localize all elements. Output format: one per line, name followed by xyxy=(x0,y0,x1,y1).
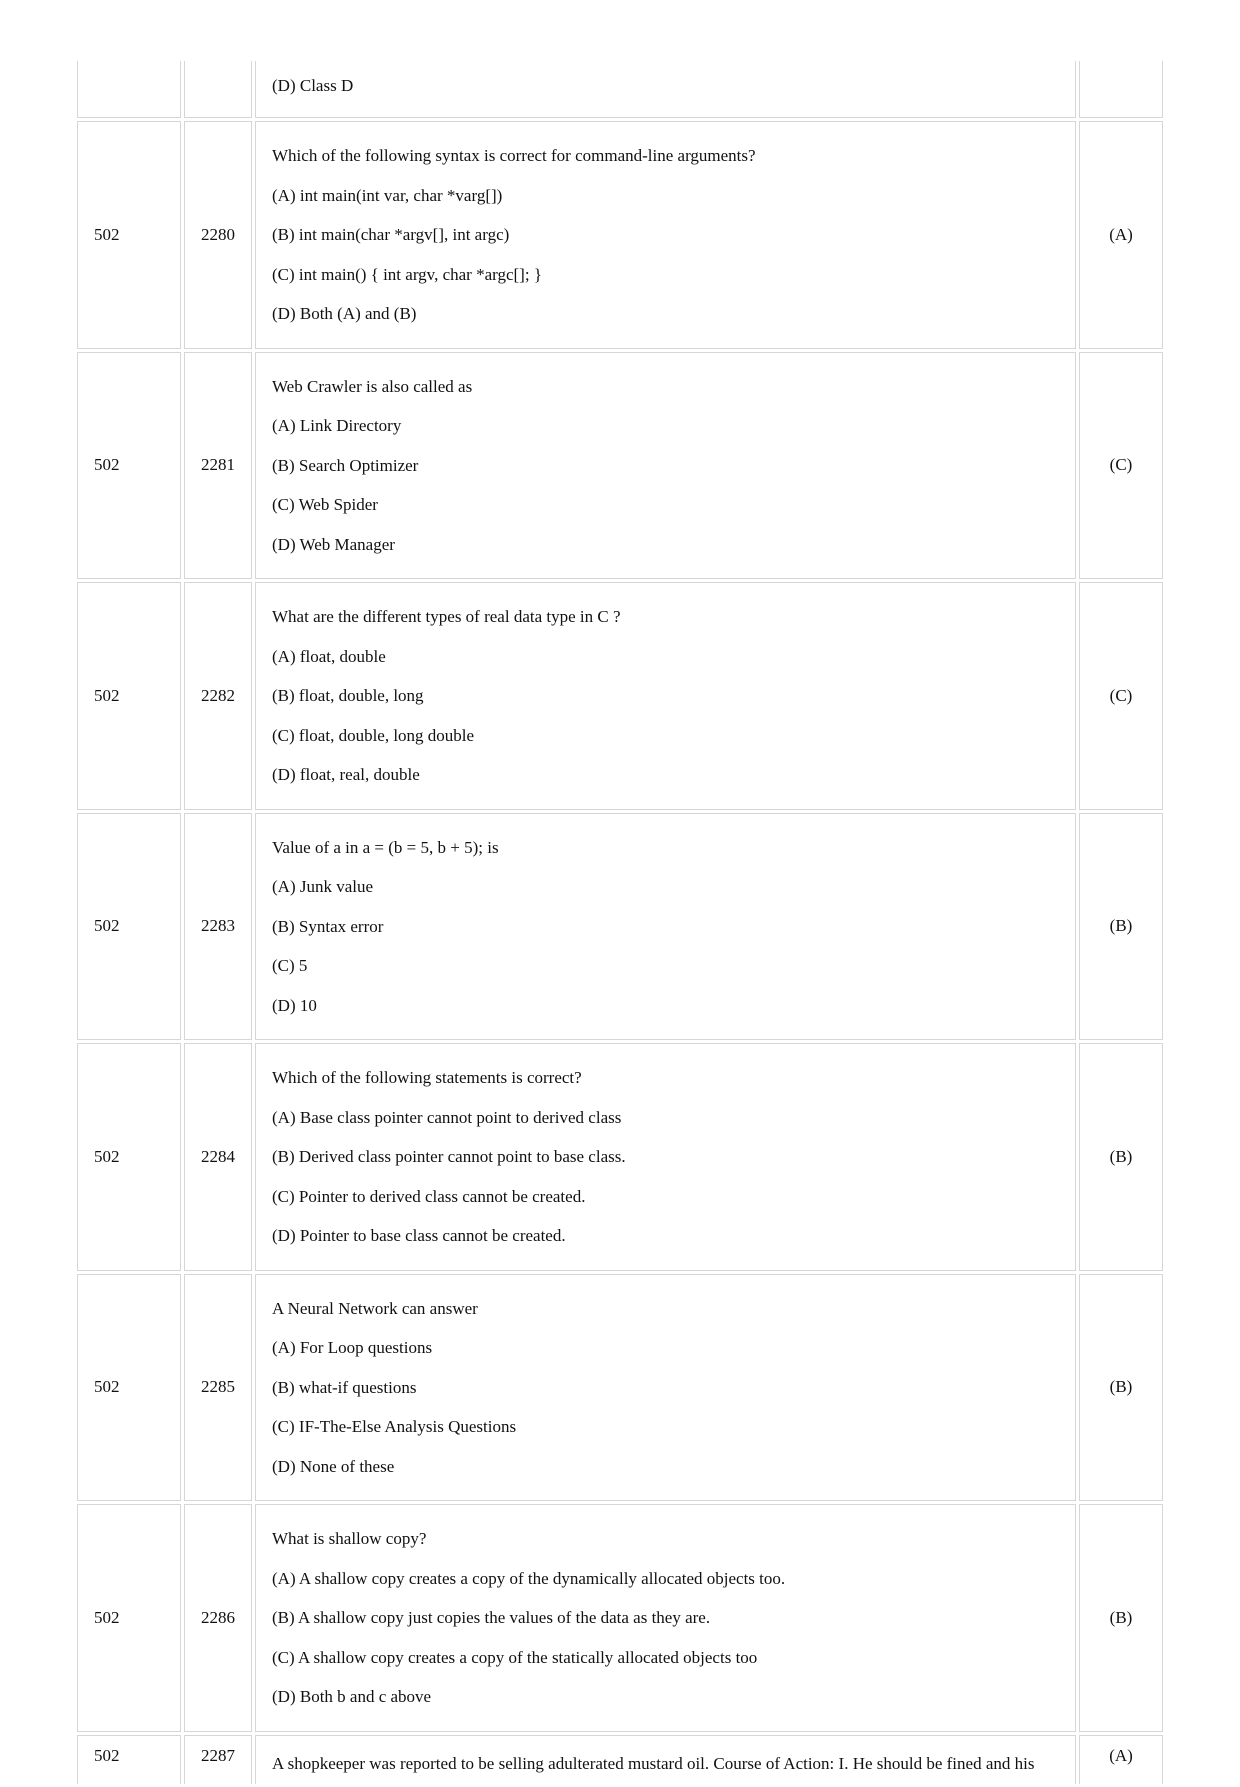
question-id-cell: 2284 xyxy=(184,1043,252,1271)
option-b: (B) Derived class pointer cannot point to base class. xyxy=(272,1147,626,1166)
question-id-cell: 2285 xyxy=(184,1274,252,1502)
answer-cell: (B) xyxy=(1079,1043,1163,1271)
option-b: (B) float, double, long xyxy=(272,686,424,705)
question-cell xyxy=(255,61,1076,118)
option-d: (D) 10 xyxy=(272,995,317,1015)
option-d: (D) Web Manager xyxy=(272,534,395,554)
question-id-cell: 2280 xyxy=(184,121,252,349)
option-a: (A) float, double xyxy=(272,646,386,666)
question-text: Which of the following syntax is correct for command-line arguments? xyxy=(272,146,756,165)
answer-cell: (B) xyxy=(1079,1274,1163,1502)
question-id-cell: 2286 xyxy=(184,1504,252,1732)
answer-cell: (C) xyxy=(1079,352,1163,580)
subject-cell: 502 xyxy=(77,1274,181,1502)
question-text: A Neural Network can answer xyxy=(272,1298,478,1318)
option-d: (D) Both b and c above xyxy=(272,1687,432,1706)
option-d: (D) Class D xyxy=(272,76,354,95)
answer-cell: (B) xyxy=(1079,813,1163,1041)
question-cell xyxy=(255,1735,1076,1784)
answer-cell: (B) xyxy=(1079,1504,1163,1732)
question-id-cell: 2282 xyxy=(184,582,252,810)
option-c: (C) Web Spider xyxy=(272,495,378,514)
question-id-cell: 2283 xyxy=(184,813,252,1041)
subject-cell: 502 xyxy=(77,1504,181,1732)
question-cell xyxy=(255,1043,1076,1271)
option-c: (C) Pointer to derived class cannot be created. xyxy=(272,1186,586,1206)
option-c: (C) 5 xyxy=(272,956,308,975)
option-c: (C) float, double, long double xyxy=(272,725,475,745)
subject-cell: 502 xyxy=(77,1043,181,1271)
subject-cell: 502 xyxy=(77,582,181,810)
question-cell xyxy=(255,582,1076,810)
option-d: (D) float, real, double xyxy=(272,765,420,784)
question-cell xyxy=(255,1274,1076,1502)
question-text: Web Crawler is also called as xyxy=(272,376,473,396)
option-a: (A) Base class pointer cannot point to derived class xyxy=(272,1107,622,1127)
question-text: A shopkeeper was reported to be selling adulterated mustard oil. Course of Action: I. He should be fined and his xyxy=(272,1753,1035,1773)
answer-cell: (A) xyxy=(1079,121,1163,349)
question-id-cell xyxy=(184,61,252,118)
option-d: (D) Both (A) and (B) xyxy=(272,304,417,323)
question-text: Value of a in a = (b = 5, b + 5); is xyxy=(272,837,499,857)
table-row xyxy=(77,121,1163,349)
question-id-cell xyxy=(184,1735,252,1784)
table-row-partial xyxy=(77,61,1163,118)
option-a: (A) Junk value xyxy=(272,877,374,896)
question-cell xyxy=(255,1504,1076,1732)
table-row xyxy=(77,813,1163,1041)
subject-cell xyxy=(77,1735,181,1784)
table-row xyxy=(77,352,1163,580)
question-table-page xyxy=(74,58,1166,1787)
question-text: What are the different types of real data type in C ? xyxy=(272,607,621,626)
option-a: (A) Link Directory xyxy=(272,416,402,435)
option-b: (B) Search Optimizer xyxy=(272,455,419,475)
option-d: (D) None of these xyxy=(272,1456,395,1476)
subject-cell: 502 xyxy=(77,352,181,580)
question-text: What is shallow copy? xyxy=(272,1529,427,1548)
question-id-cell: 2281 xyxy=(184,352,252,580)
option-c: (C) int main() { int argv, char *argc[]; } xyxy=(272,264,542,284)
option-b: (B) int main(char *argv[], int argc) xyxy=(272,225,510,244)
question-cell xyxy=(255,121,1076,349)
option-c: (C) IF-The-Else Analysis Questions xyxy=(272,1417,517,1436)
option-a: (A) A shallow copy creates a copy of the dynamically allocated objects too. xyxy=(272,1568,786,1588)
option-d: (D) Pointer to base class cannot be created. xyxy=(272,1226,566,1245)
table-row xyxy=(77,1043,1163,1271)
subject-cell xyxy=(77,61,181,118)
option-c: (C) A shallow copy creates a copy of the statically allocated objects too xyxy=(272,1647,758,1667)
option-b: (B) Syntax error xyxy=(272,916,384,936)
table-row xyxy=(77,1274,1163,1502)
answer-cell xyxy=(1079,1735,1163,1784)
answer-cell: (C) xyxy=(1079,582,1163,810)
subject-cell-text: 502 xyxy=(94,1745,120,1765)
option-a: (A) For Loop questions xyxy=(272,1338,433,1357)
subject-cell: 502 xyxy=(77,813,181,1041)
question-cell xyxy=(255,352,1076,580)
question-cell xyxy=(255,813,1076,1041)
answer-cell-text: (A) xyxy=(1109,1745,1133,1765)
question-table xyxy=(74,58,1166,1787)
subject-cell: 502 xyxy=(77,121,181,349)
answer-cell xyxy=(1079,61,1163,118)
question-id-cell-text: 2287 xyxy=(201,1745,235,1765)
table-row xyxy=(77,1504,1163,1732)
option-a: (A) int main(int var, char *varg[]) xyxy=(272,185,503,205)
table-row-cut xyxy=(77,1735,1163,1784)
option-b: (B) what-if questions xyxy=(272,1377,417,1397)
table-row xyxy=(77,582,1163,810)
question-text: Which of the following statements is correct? xyxy=(272,1068,582,1087)
option-b: (B) A shallow copy just copies the values of the data as they are. xyxy=(272,1608,711,1627)
